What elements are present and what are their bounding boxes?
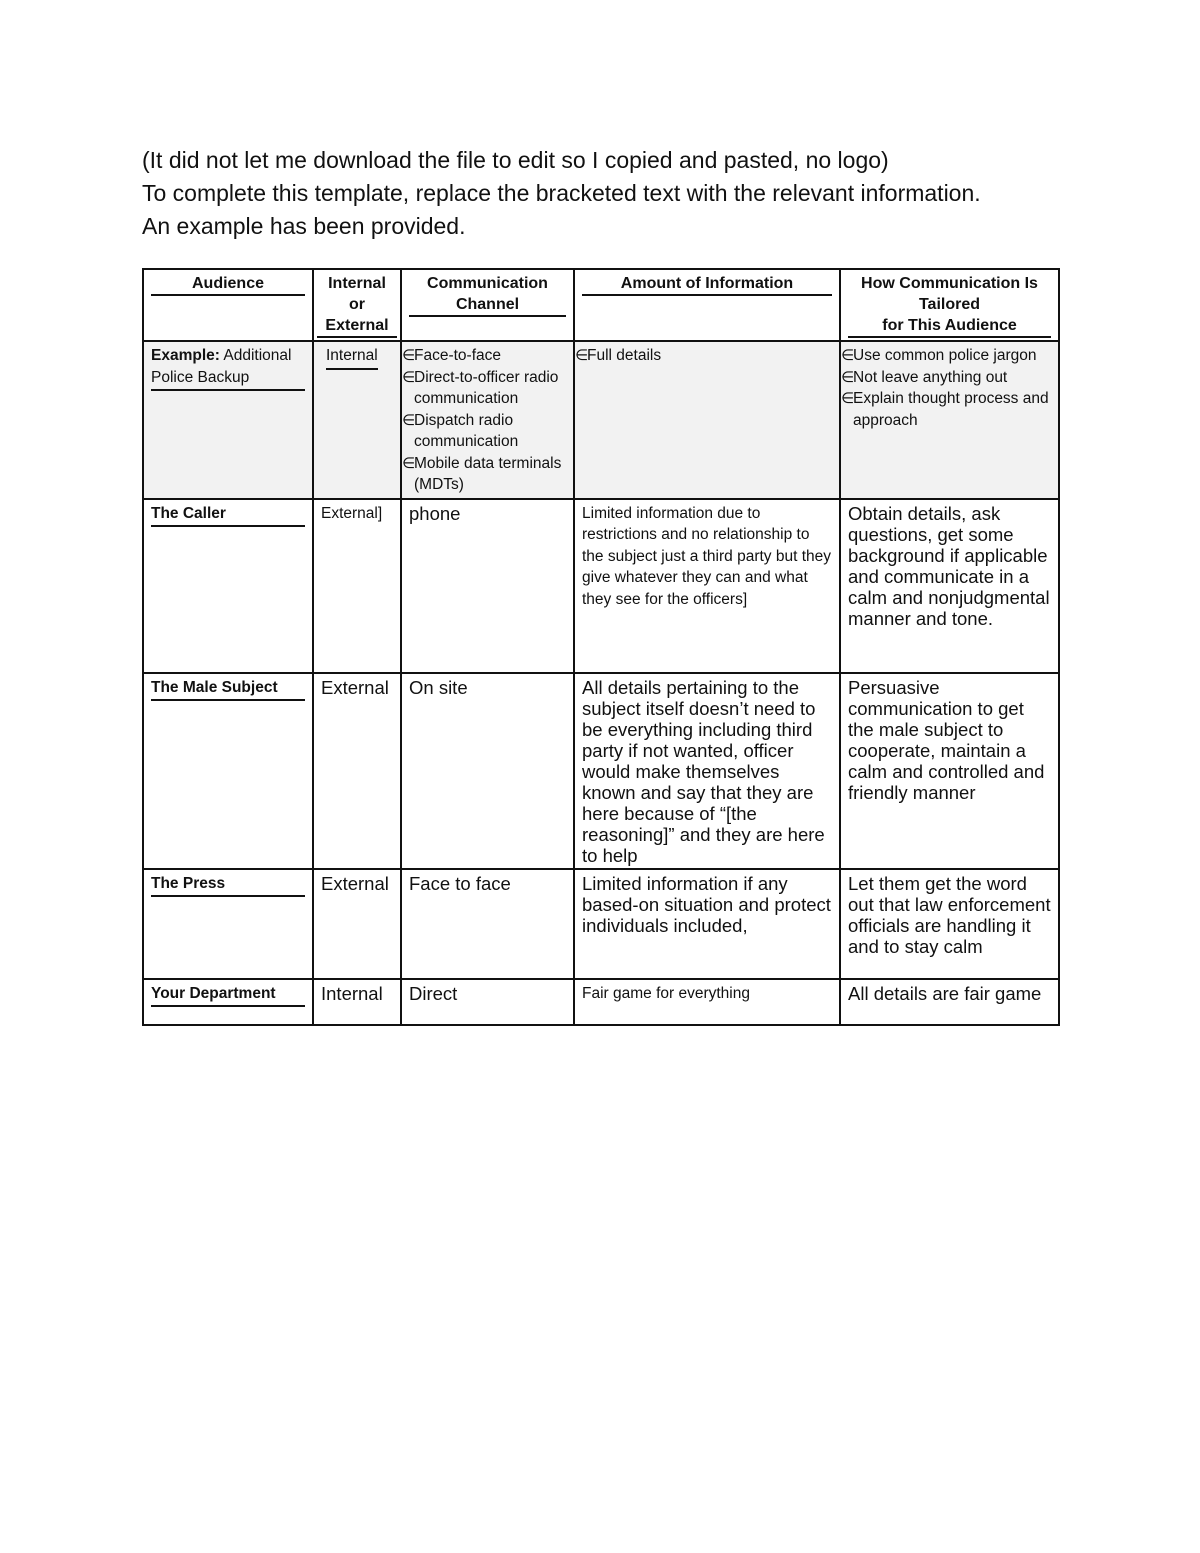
tailored-cell: Persuasive communication to get the male subject to cooperate, maintain a calm and controlled and friendly manner	[840, 673, 1059, 869]
list-item: ∈ Face-to-face	[414, 345, 566, 367]
header-tailored: How Communication Is Tailored for This Audience	[840, 269, 1059, 341]
audience-cell: The Caller	[143, 499, 313, 673]
amount-cell: Limited information if any based-on situation and protect individuals included,	[574, 869, 840, 979]
table-row	[143, 979, 1059, 1025]
example-amount-cell	[574, 341, 840, 499]
tailored-cell: Let them get the word out that law enforcement officials are handling it and to stay calm	[840, 869, 1059, 979]
channel-cell: phone	[401, 499, 574, 673]
example-label: Example:	[151, 347, 220, 364]
list-item: ∈ Use common police jargon	[853, 345, 1051, 367]
table-row	[143, 499, 1059, 673]
example-tailored-cell	[840, 341, 1059, 499]
list-item: ∈ Dispatch radio communication	[414, 410, 566, 453]
list-item: ∈ Mobile data terminals (MDTs)	[414, 453, 566, 496]
intro-line-1: (It did not let me download the file to edit so I copied and pasted, no logo)	[142, 147, 889, 173]
list-item: ∈ Direct-to-officer radio communication	[414, 367, 566, 410]
amount-cell: All details pertaining to the subject itself doesn’t need to be everything including third party if not wanted, officer would make themselves known and say that they are here because of “[the reasoning]” and they are here to help	[574, 673, 840, 869]
example-internal: Internal	[326, 345, 378, 370]
example-audience-cell	[143, 341, 313, 499]
audience-cell: The Male Subject	[143, 673, 313, 869]
example-row	[143, 341, 1059, 499]
example-channel-list	[404, 345, 566, 496]
channel-cell: Face to face	[401, 869, 574, 979]
channel-cell: Direct	[401, 979, 574, 1025]
header-internal-external: Internal or External	[313, 269, 401, 341]
header-amount: Amount of Information	[574, 269, 840, 341]
example-internal-cell	[313, 341, 401, 499]
table-row	[143, 869, 1059, 979]
intro-line-2: To complete this template, replace the bracketed text with the relevant information.	[142, 180, 981, 206]
example-amount-list	[577, 345, 832, 367]
audience-cell: The Press	[143, 869, 313, 979]
communication-table	[142, 268, 1060, 1026]
tailored-cell: Obtain details, ask questions, get some background if applicable and communicate in a calm and nonjudgmental manner and tone.	[840, 499, 1059, 673]
list-item: ∈ Full details	[587, 345, 832, 367]
internal-cell: Internal	[313, 979, 401, 1025]
list-item: ∈ Not leave anything out	[853, 367, 1051, 389]
internal-cell: External]	[313, 499, 401, 673]
internal-cell: External	[313, 673, 401, 869]
table-row	[143, 673, 1059, 869]
intro-text	[142, 144, 981, 243]
intro-line-3: An example has been provided.	[142, 213, 466, 239]
header-row	[143, 269, 1059, 341]
tailored-cell: All details are fair game	[840, 979, 1059, 1025]
internal-cell: External	[313, 869, 401, 979]
example-channel-cell	[401, 341, 574, 499]
list-item: ∈ Explain thought process and approach	[853, 388, 1051, 431]
amount-cell: Fair game for everything	[574, 979, 840, 1025]
example-tailored-list	[843, 345, 1051, 431]
header-channel: Communication Channel	[401, 269, 574, 341]
header-audience: Audience	[143, 269, 313, 341]
example-audience: Additional Police Backup	[151, 347, 292, 386]
amount-cell: Limited information due to restrictions and no relationship to the subject just a third party but they give whatever they can and what they see for the officers]	[574, 499, 840, 673]
channel-cell: On site	[401, 673, 574, 869]
audience-cell: Your Department	[143, 979, 313, 1025]
